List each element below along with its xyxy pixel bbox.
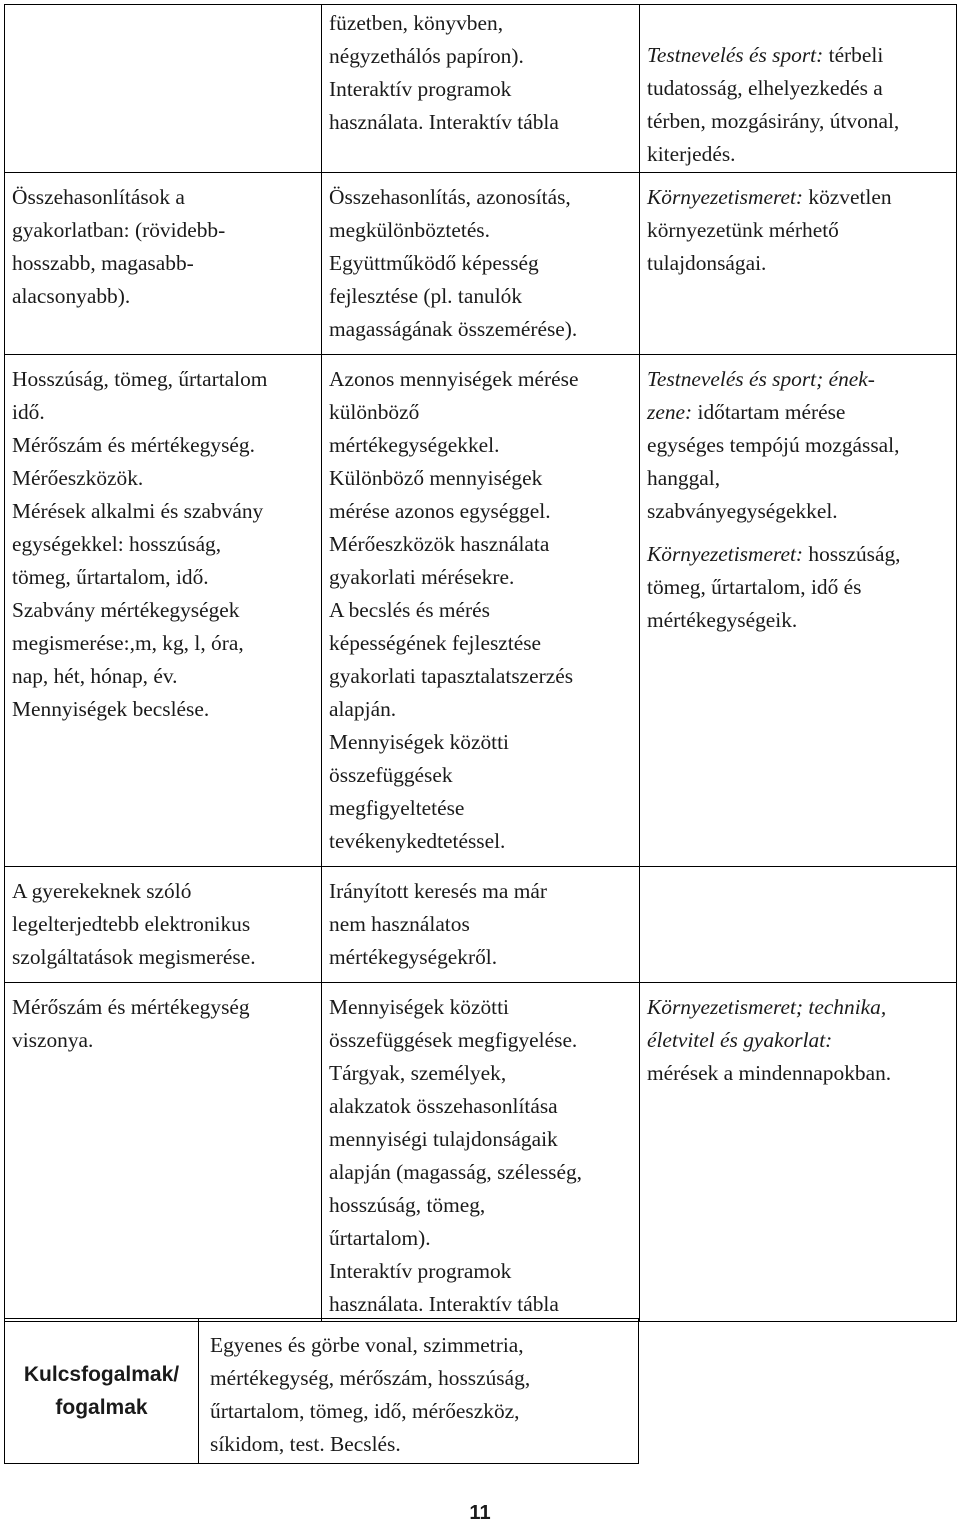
cell-line: mértékegységeik. bbox=[647, 608, 798, 632]
cell-line: hosszúság, tömeg, bbox=[329, 1193, 486, 1217]
cell-text: térbeli bbox=[828, 43, 884, 67]
cell-line: tömeg, űrtartalom, idő. bbox=[12, 565, 209, 589]
cell-line: Tárgyak, személyek, bbox=[329, 1061, 507, 1085]
keywords-label-line: fogalmak bbox=[55, 1396, 148, 1419]
table-row bbox=[5, 983, 957, 1322]
cell-line bbox=[647, 39, 950, 72]
cell-line: Azonos mennyiségek mérése bbox=[329, 367, 579, 391]
cell-line: Irányított keresés ma már bbox=[329, 879, 547, 903]
cell-line: Együttműködő képesség bbox=[329, 251, 539, 275]
subject-name: életvitel és gyakorlat: bbox=[647, 1028, 833, 1052]
cell-text: hosszúság, bbox=[808, 542, 901, 566]
cell-line: képességének fejlesztése bbox=[329, 631, 542, 655]
cell-line: használata. Interaktív tábla bbox=[329, 110, 559, 134]
table-cell bbox=[640, 867, 957, 983]
cell-line: kiterjedés. bbox=[647, 142, 736, 166]
cell-line: mérése azonos egységgel. bbox=[329, 499, 551, 523]
table-cell bbox=[640, 173, 957, 355]
cell-line: Szabvány mértékegységek bbox=[12, 598, 240, 622]
cell-line: megismerése:,m, kg, l, óra, bbox=[12, 631, 244, 655]
cell-line: idő. bbox=[12, 400, 45, 424]
cell-line: összefüggések megfigyelése. bbox=[329, 1028, 578, 1052]
cell-line: hosszabb, magasabb- bbox=[12, 251, 194, 275]
cell-line: szabványegységekkel. bbox=[647, 499, 838, 523]
cell-line: A gyerekeknek szóló bbox=[12, 879, 192, 903]
cell-line: Különböző mennyiségek bbox=[329, 466, 543, 490]
cell-line: alapján (magasság, szélesség, bbox=[329, 1160, 583, 1184]
cell-line bbox=[647, 1024, 950, 1057]
subject-name: Testnevelés és sport: bbox=[647, 43, 824, 67]
cell-line: tevékenykedtetéssel. bbox=[329, 829, 506, 853]
cell-line: nem használatos bbox=[329, 912, 470, 936]
cell-line: Mennyiségek közötti bbox=[329, 730, 510, 754]
cell-line: Mérőszám és mértékegység. bbox=[12, 433, 255, 457]
cell-line: mértékegységekről. bbox=[329, 945, 498, 969]
cell-line: viszonya. bbox=[12, 1028, 94, 1052]
cell-text: közvetlen bbox=[808, 185, 892, 209]
cell-line: megkülönböztetés. bbox=[329, 218, 490, 242]
table-cell bbox=[640, 5, 957, 173]
cell-line: megfigyeltetése bbox=[329, 796, 465, 820]
table-cell bbox=[5, 355, 322, 867]
cell-line: Mérőszám és mértékegység bbox=[12, 995, 250, 1019]
table-cell bbox=[322, 5, 640, 173]
page-number: 11 bbox=[469, 1502, 491, 1524]
cell-line bbox=[647, 363, 950, 396]
table-cell bbox=[5, 5, 322, 173]
table-cell bbox=[5, 983, 322, 1322]
cell-line: nap, hét, hónap, év. bbox=[12, 664, 178, 688]
table-cell bbox=[640, 983, 957, 1322]
cell-line: alacsonyabb). bbox=[12, 284, 131, 308]
subject-name: Környezetismeret: bbox=[647, 542, 804, 566]
cell-line: alakzatok összehasonlítása bbox=[329, 1094, 558, 1118]
cell-line: Összehasonlítás, azonosítás, bbox=[329, 185, 571, 209]
cell-line: tudatosság, elhelyezkedés a bbox=[647, 76, 883, 100]
cell-line: mérések a mindennapokban. bbox=[647, 1061, 892, 1085]
keywords-line: Egyenes és görbe vonal, szimmetria, bbox=[210, 1333, 524, 1357]
table-cell bbox=[640, 355, 957, 867]
curriculum-table bbox=[4, 4, 957, 1322]
cell-line: füzetben, könyvben, bbox=[329, 11, 504, 35]
keywords-label bbox=[4, 1318, 199, 1464]
table-cell bbox=[322, 355, 640, 867]
table-cell bbox=[5, 173, 322, 355]
cell-line: Hosszúság, tömeg, űrtartalom bbox=[12, 367, 268, 391]
cell-line: összefüggések bbox=[329, 763, 453, 787]
cell-line bbox=[647, 181, 950, 214]
cell-text: időtartam mérése bbox=[697, 400, 846, 424]
cell-line: egységes tempójú mozgással, bbox=[647, 433, 900, 457]
subject-name: Testnevelés és sport; ének- bbox=[647, 367, 875, 391]
cell-line: gyakorlatban: (rövidebb- bbox=[12, 218, 226, 242]
subject-name: Környezetismeret; technika, bbox=[647, 995, 887, 1019]
cell-line: különböző bbox=[329, 400, 420, 424]
keywords-line: síkidom, test. Becslés. bbox=[210, 1432, 401, 1456]
cell-line: tömeg, űrtartalom, idő és bbox=[647, 575, 862, 599]
table-row bbox=[5, 173, 957, 355]
cell-line: térben, mozgásirány, útvonal, bbox=[647, 109, 900, 133]
keywords-line: űrtartalom, tömeg, idő, mérőeszköz, bbox=[210, 1399, 520, 1423]
cell-line: legelterjedtebb elektronikus bbox=[12, 912, 251, 936]
cell-line: Interaktív programok bbox=[329, 77, 512, 101]
cell-line: Mérőeszközök. bbox=[12, 466, 144, 490]
table-cell bbox=[322, 173, 640, 355]
cell-line: gyakorlati tapasztalatszerzés bbox=[329, 664, 574, 688]
cell-line: Összehasonlítások a bbox=[12, 185, 185, 209]
keywords-line: mértékegység, mérőszám, hosszúság, bbox=[210, 1366, 531, 1390]
cell-line: A becslés és mérés bbox=[329, 598, 490, 622]
subject-name: Környezetismeret: bbox=[647, 185, 804, 209]
cell-line: hanggal, bbox=[647, 466, 721, 490]
cell-line: egységekkel: hosszúság, bbox=[12, 532, 222, 556]
table-row bbox=[5, 355, 957, 867]
subject-name: zene: bbox=[647, 400, 693, 424]
cell-line: tulajdonságai. bbox=[647, 251, 767, 275]
cell-line: szolgáltatások megismerése. bbox=[12, 945, 256, 969]
cell-line bbox=[647, 538, 950, 571]
cell-line: Interaktív programok bbox=[329, 1259, 512, 1283]
keywords-list bbox=[199, 1318, 639, 1464]
cell-line: környezetünk mérhető bbox=[647, 218, 839, 242]
cell-line: magasságának összemérése). bbox=[329, 317, 578, 341]
cell-line: fejlesztése (pl. tanulók bbox=[329, 284, 523, 308]
table-cell bbox=[322, 867, 640, 983]
cell-line: Mennyiségek becslése. bbox=[12, 697, 210, 721]
cell-line: gyakorlati mérésekre. bbox=[329, 565, 515, 589]
cell-line bbox=[647, 396, 950, 429]
cell-line bbox=[647, 991, 950, 1024]
keywords-label-line: Kulcsfogalmak/ bbox=[23, 1363, 180, 1386]
table-cell bbox=[322, 983, 640, 1322]
cell-line: mértékegységekkel. bbox=[329, 433, 500, 457]
table-row bbox=[5, 867, 957, 983]
cell-line: Mennyiségek közötti bbox=[329, 995, 510, 1019]
cell-line: Mérések alkalmi és szabvány bbox=[12, 499, 264, 523]
table-cell bbox=[5, 867, 322, 983]
table-row bbox=[5, 5, 957, 173]
cell-line: mennyiségi tulajdonságaik bbox=[329, 1127, 558, 1151]
keywords-box bbox=[4, 1318, 639, 1464]
cell-line: négyzethálós papíron). bbox=[329, 44, 524, 68]
cell-line: Mérőeszközök használata bbox=[329, 532, 550, 556]
cell-line: alapján. bbox=[329, 697, 397, 721]
cell-line: űrtartalom). bbox=[329, 1226, 431, 1250]
cell-line: használata. Interaktív tábla bbox=[329, 1292, 559, 1316]
